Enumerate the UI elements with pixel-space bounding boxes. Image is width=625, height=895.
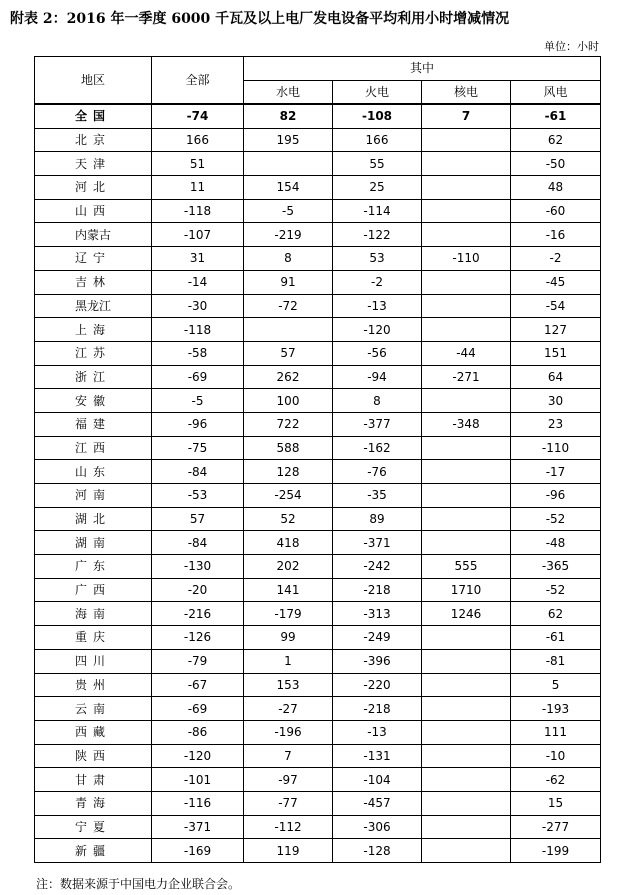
cell-total: -130	[152, 555, 244, 579]
data-table	[34, 56, 601, 863]
table-row	[35, 815, 601, 839]
table-row	[35, 270, 601, 294]
cell-thermal: -13	[333, 720, 422, 744]
cell-region: 吉林	[35, 270, 152, 294]
cell-nuclear	[422, 389, 511, 413]
cell-nuclear	[422, 815, 511, 839]
cell-wind: 62	[511, 128, 601, 152]
cell-hydro: 202	[244, 555, 333, 579]
cell-thermal: 53	[333, 247, 422, 271]
cell-wind: -50	[511, 152, 601, 176]
table-row	[35, 436, 601, 460]
cell-region: 广东	[35, 555, 152, 579]
cell-total: -53	[152, 484, 244, 508]
cell-wind: 48	[511, 176, 601, 200]
cell-hydro: -219	[244, 223, 333, 247]
cell-thermal: -162	[333, 436, 422, 460]
cell-region: 河南	[35, 484, 152, 508]
cell-nuclear	[422, 531, 511, 555]
cell-region: 黑龙江	[35, 294, 152, 318]
cell-nuclear	[422, 720, 511, 744]
cell-nuclear: 555	[422, 555, 511, 579]
footnote: 注：数据来源于中国电力企业联合会。	[36, 877, 241, 891]
cell-nuclear	[422, 270, 511, 294]
cell-wind: 111	[511, 720, 601, 744]
cell-hydro: 262	[244, 365, 333, 389]
cell-region: 北京	[35, 128, 152, 152]
cell-region: 宁夏	[35, 815, 152, 839]
table-row	[35, 555, 601, 579]
cell-nuclear	[422, 318, 511, 342]
cell-total: -75	[152, 436, 244, 460]
cell-nuclear: 1246	[422, 602, 511, 626]
cell-wind: -45	[511, 270, 601, 294]
cell-hydro: 7	[244, 744, 333, 768]
cell-wind: -61	[511, 104, 601, 128]
cell-region: 四川	[35, 649, 152, 673]
cell-region: 广西	[35, 578, 152, 602]
cell-hydro: -112	[244, 815, 333, 839]
cell-thermal: -377	[333, 412, 422, 436]
cell-hydro: 119	[244, 839, 333, 863]
cell-total: -216	[152, 602, 244, 626]
cell-thermal: -306	[333, 815, 422, 839]
table-row	[35, 223, 601, 247]
header-hydro: 水电	[244, 80, 333, 104]
header-total: 全部	[152, 57, 244, 105]
table-row	[35, 318, 601, 342]
cell-hydro: -196	[244, 720, 333, 744]
page-title: 附表 2：2016 年一季度 6000 千瓦及以上电厂发电设备平均利用小时增减情况	[10, 11, 510, 27]
cell-region: 新疆	[35, 839, 152, 863]
cell-region: 山东	[35, 460, 152, 484]
cell-wind: -199	[511, 839, 601, 863]
cell-nuclear	[422, 626, 511, 650]
cell-region: 天津	[35, 152, 152, 176]
cell-thermal: -120	[333, 318, 422, 342]
cell-nuclear: 7	[422, 104, 511, 128]
cell-total: 31	[152, 247, 244, 271]
table-row	[35, 341, 601, 365]
cell-total: -74	[152, 104, 244, 128]
cell-thermal: 8	[333, 389, 422, 413]
cell-region: 西藏	[35, 720, 152, 744]
cell-region: 甘肃	[35, 768, 152, 792]
cell-total: -5	[152, 389, 244, 413]
cell-hydro: 8	[244, 247, 333, 271]
cell-thermal: -56	[333, 341, 422, 365]
cell-wind: 15	[511, 791, 601, 815]
cell-nuclear	[422, 128, 511, 152]
cell-hydro: 722	[244, 412, 333, 436]
table-body	[35, 104, 601, 863]
cell-total: -118	[152, 318, 244, 342]
cell-hydro: 195	[244, 128, 333, 152]
table-row	[35, 602, 601, 626]
cell-region: 江苏	[35, 341, 152, 365]
cell-total: -14	[152, 270, 244, 294]
cell-wind: 64	[511, 365, 601, 389]
header-nuclear: 核电	[422, 80, 511, 104]
cell-region: 湖南	[35, 531, 152, 555]
cell-total: -67	[152, 673, 244, 697]
cell-hydro: -27	[244, 697, 333, 721]
cell-thermal: 89	[333, 507, 422, 531]
cell-region: 江西	[35, 436, 152, 460]
cell-total: -69	[152, 697, 244, 721]
cell-total: -120	[152, 744, 244, 768]
cell-region: 陕西	[35, 744, 152, 768]
cell-hydro: 128	[244, 460, 333, 484]
cell-thermal: -396	[333, 649, 422, 673]
cell-thermal: -94	[333, 365, 422, 389]
cell-total: 11	[152, 176, 244, 200]
cell-thermal: -108	[333, 104, 422, 128]
cell-nuclear: -110	[422, 247, 511, 271]
cell-total: -84	[152, 460, 244, 484]
table-row	[35, 626, 601, 650]
cell-total: -371	[152, 815, 244, 839]
cell-thermal: -218	[333, 697, 422, 721]
cell-thermal: -76	[333, 460, 422, 484]
cell-wind: 23	[511, 412, 601, 436]
cell-total: -96	[152, 412, 244, 436]
table-row	[35, 152, 601, 176]
table-row	[35, 791, 601, 815]
cell-total: -116	[152, 791, 244, 815]
table-row	[35, 768, 601, 792]
cell-hydro	[244, 152, 333, 176]
cell-thermal: 166	[333, 128, 422, 152]
table-row	[35, 176, 601, 200]
cell-nuclear	[422, 176, 511, 200]
cell-wind: -54	[511, 294, 601, 318]
cell-total: -30	[152, 294, 244, 318]
cell-total: 57	[152, 507, 244, 531]
table-row	[35, 720, 601, 744]
cell-hydro: 57	[244, 341, 333, 365]
cell-total: -84	[152, 531, 244, 555]
cell-total: -69	[152, 365, 244, 389]
cell-wind: -17	[511, 460, 601, 484]
cell-thermal: -13	[333, 294, 422, 318]
cell-thermal: -218	[333, 578, 422, 602]
cell-hydro: 588	[244, 436, 333, 460]
cell-nuclear	[422, 199, 511, 223]
cell-wind: -277	[511, 815, 601, 839]
header-wind: 风电	[511, 80, 601, 104]
cell-wind: -193	[511, 697, 601, 721]
cell-nuclear	[422, 484, 511, 508]
cell-region: 山西	[35, 199, 152, 223]
cell-wind: -10	[511, 744, 601, 768]
cell-wind: -96	[511, 484, 601, 508]
cell-hydro: -179	[244, 602, 333, 626]
cell-nuclear	[422, 223, 511, 247]
cell-total: -101	[152, 768, 244, 792]
table-row	[35, 839, 601, 863]
cell-hydro: -5	[244, 199, 333, 223]
cell-hydro: -97	[244, 768, 333, 792]
cell-region: 河北	[35, 176, 152, 200]
cell-hydro: -254	[244, 484, 333, 508]
cell-nuclear	[422, 436, 511, 460]
cell-hydro: 100	[244, 389, 333, 413]
cell-nuclear	[422, 768, 511, 792]
cell-hydro: 153	[244, 673, 333, 697]
cell-nuclear	[422, 673, 511, 697]
cell-nuclear: -44	[422, 341, 511, 365]
table-row	[35, 578, 601, 602]
table-row	[35, 294, 601, 318]
table-row	[35, 507, 601, 531]
cell-thermal: -313	[333, 602, 422, 626]
cell-total: -20	[152, 578, 244, 602]
cell-thermal: -114	[333, 199, 422, 223]
cell-nuclear: -348	[422, 412, 511, 436]
table-row	[35, 673, 601, 697]
table-row	[35, 531, 601, 555]
cell-wind: -48	[511, 531, 601, 555]
cell-nuclear	[422, 152, 511, 176]
cell-region: 福建	[35, 412, 152, 436]
table-row	[35, 389, 601, 413]
cell-thermal: -371	[333, 531, 422, 555]
cell-wind: 62	[511, 602, 601, 626]
cell-thermal: -249	[333, 626, 422, 650]
cell-region: 辽宁	[35, 247, 152, 271]
cell-wind: -52	[511, 578, 601, 602]
table-row	[35, 199, 601, 223]
cell-hydro: 91	[244, 270, 333, 294]
table-row	[35, 649, 601, 673]
cell-region: 青海	[35, 791, 152, 815]
table-row	[35, 412, 601, 436]
cell-hydro: 1	[244, 649, 333, 673]
cell-total: -169	[152, 839, 244, 863]
cell-total: -126	[152, 626, 244, 650]
cell-region: 上海	[35, 318, 152, 342]
cell-nuclear	[422, 507, 511, 531]
cell-wind: 151	[511, 341, 601, 365]
cell-wind: -81	[511, 649, 601, 673]
cell-thermal: -220	[333, 673, 422, 697]
cell-region: 安徽	[35, 389, 152, 413]
cell-region: 重庆	[35, 626, 152, 650]
cell-region: 湖北	[35, 507, 152, 531]
table-row	[35, 247, 601, 271]
cell-total: -79	[152, 649, 244, 673]
cell-region: 海南	[35, 602, 152, 626]
cell-total: -58	[152, 341, 244, 365]
cell-hydro: 52	[244, 507, 333, 531]
cell-region: 贵州	[35, 673, 152, 697]
cell-thermal: -128	[333, 839, 422, 863]
cell-thermal: -35	[333, 484, 422, 508]
cell-hydro: 418	[244, 531, 333, 555]
cell-wind: -62	[511, 768, 601, 792]
table-row	[35, 697, 601, 721]
cell-hydro	[244, 318, 333, 342]
cell-wind: -365	[511, 555, 601, 579]
cell-nuclear	[422, 460, 511, 484]
cell-hydro: 82	[244, 104, 333, 128]
cell-nuclear	[422, 697, 511, 721]
cell-wind: -110	[511, 436, 601, 460]
table-row	[35, 128, 601, 152]
header-region: 地区	[35, 57, 152, 105]
cell-wind: -60	[511, 199, 601, 223]
cell-wind: -61	[511, 626, 601, 650]
cell-nuclear: 1710	[422, 578, 511, 602]
cell-nuclear: -271	[422, 365, 511, 389]
cell-thermal: 55	[333, 152, 422, 176]
cell-total: -118	[152, 199, 244, 223]
cell-total: 166	[152, 128, 244, 152]
cell-hydro: 154	[244, 176, 333, 200]
cell-thermal: -131	[333, 744, 422, 768]
header-thermal: 火电	[333, 80, 422, 104]
unit-label: 单位：小时	[544, 40, 599, 53]
cell-nuclear	[422, 294, 511, 318]
cell-wind: 127	[511, 318, 601, 342]
cell-thermal: 25	[333, 176, 422, 200]
cell-wind: 5	[511, 673, 601, 697]
cell-thermal: -2	[333, 270, 422, 294]
cell-total: -86	[152, 720, 244, 744]
cell-nuclear	[422, 839, 511, 863]
cell-wind: 30	[511, 389, 601, 413]
cell-thermal: -457	[333, 791, 422, 815]
cell-region: 全国	[35, 104, 152, 128]
table-row	[35, 460, 601, 484]
cell-thermal: -242	[333, 555, 422, 579]
cell-wind: -16	[511, 223, 601, 247]
table-row	[35, 484, 601, 508]
cell-wind: -2	[511, 247, 601, 271]
cell-thermal: -104	[333, 768, 422, 792]
cell-thermal: -122	[333, 223, 422, 247]
cell-region: 云南	[35, 697, 152, 721]
table-row-total	[35, 104, 601, 128]
table-row	[35, 365, 601, 389]
table-row	[35, 744, 601, 768]
cell-region: 内蒙古	[35, 223, 152, 247]
header-group: 其中	[244, 57, 601, 81]
cell-hydro: 99	[244, 626, 333, 650]
cell-total: -107	[152, 223, 244, 247]
cell-hydro: -77	[244, 791, 333, 815]
cell-region: 浙江	[35, 365, 152, 389]
cell-nuclear	[422, 649, 511, 673]
cell-total: 51	[152, 152, 244, 176]
cell-wind: -52	[511, 507, 601, 531]
cell-hydro: -72	[244, 294, 333, 318]
cell-hydro: 141	[244, 578, 333, 602]
cell-nuclear	[422, 744, 511, 768]
cell-nuclear	[422, 791, 511, 815]
